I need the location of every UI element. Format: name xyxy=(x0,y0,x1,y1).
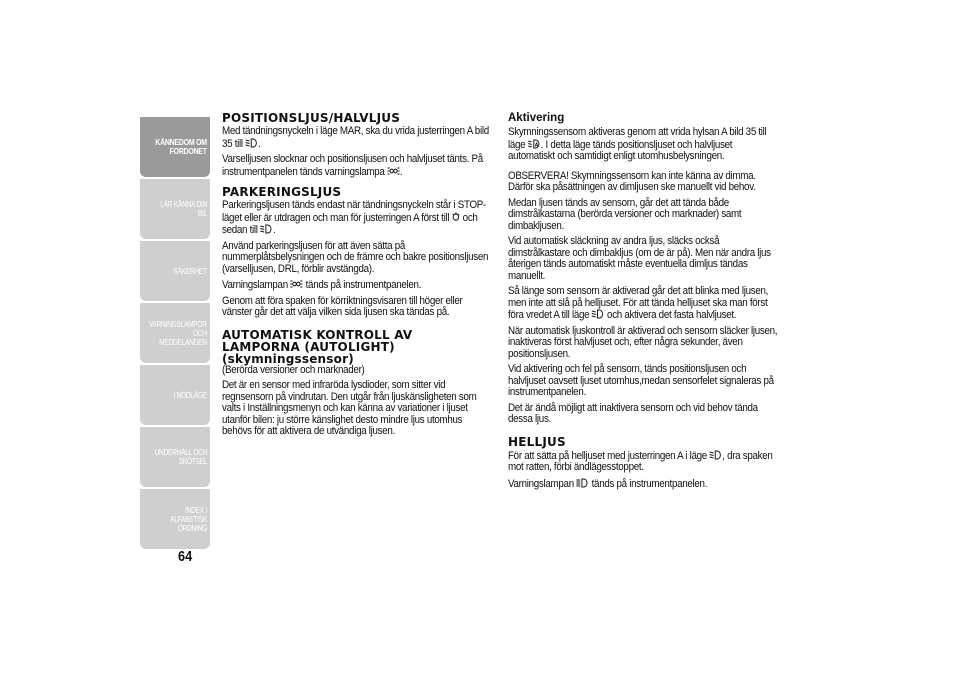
text: För att sätta på helljuset med justerringen A i läge xyxy=(508,449,707,462)
paragraph: Det är ändå möjligt att inaktivera sensorn och vid behov tända dessa ljus. xyxy=(508,401,758,425)
paragraph: Vid aktivering och fel på sensorn, tänds positionsljusen och halvljuset oavsett ljuset utomhus,medan sensorfelet signaleras på instrumentpanelen. xyxy=(508,363,774,398)
chapter-sidebar xyxy=(140,117,210,548)
text: tänds på instrumentpanelen. xyxy=(591,477,708,490)
text: . xyxy=(272,224,276,236)
text: Varningslampan xyxy=(508,477,574,490)
heading-positionsljus: POSITIONSLJUS/HALVLJUS xyxy=(222,111,401,125)
tab-index[interactable] xyxy=(140,489,210,549)
heading-automatisk-kontroll-line2: LAMPORNA (AUTOLIGHT) xyxy=(222,339,395,354)
text: och sedan till xyxy=(222,211,478,236)
text: . xyxy=(258,137,261,150)
tab-label: KÄNNEDOM OM FORDONET xyxy=(155,137,207,156)
text: Skymningssensorn aktiveras genom att vrida hylsan A bild 35 till läge xyxy=(508,126,767,151)
tab-kannedom-om-fordonet[interactable] xyxy=(140,117,210,177)
paragraph: Vid automatisk släckning av andra ljus, släcks också dimstrålkastare och dimbakljus (om de är på). Men när andra ljus återigen tänds automatiskt måste eventuella dimljus tändas manuellt. xyxy=(508,235,771,282)
paragraph xyxy=(222,279,493,292)
tab-lar-kanna-din-bil[interactable] xyxy=(140,179,210,239)
paragraph xyxy=(508,127,779,163)
text: Så länge som sensorn är aktiverad går det att blinka med ljusen, men inte att slå på helljuset. För att tända helljuset ska man först föra vredet A till läge xyxy=(508,285,769,321)
heading-parkeringsljus: PARKERINGSLJUS xyxy=(222,185,342,199)
position-light-warning-icon xyxy=(290,279,303,289)
right-column xyxy=(508,112,780,490)
text: tänds på instrumentpanelen. xyxy=(305,279,422,291)
text: Parkeringsljusen tänds endast när tändningsnyckeln står i STOP-läget eller är utdragen och man för justerringen A först till xyxy=(222,199,487,224)
text: och aktivera det fasta halvljuset. xyxy=(607,309,737,321)
paragraph: Genom att föra spaken för körriktningsvisaren till höger eller vänster går det att välja vilken sida ljusen ska tändas på. xyxy=(222,294,463,318)
paragraph xyxy=(222,154,493,178)
low-beam-icon xyxy=(709,450,722,460)
high-beam-icon xyxy=(576,478,589,488)
tab-label: SÄKERHET xyxy=(173,266,207,276)
tab-label: LÄR KÄNNA DIN BIL xyxy=(160,200,207,218)
text: Med tändningsnyckeln i läge MAR, ska du vrida justerringen A bild 35 till xyxy=(222,125,489,150)
paragraph: OBSERVERA! Skymningssensorn kan inte känna av dimma. Därför ska påsättningen av dimljusen ske manuellt vid behov. xyxy=(508,169,756,193)
tab-underhall-och-skotsel[interactable] xyxy=(140,427,210,487)
paragraph: Det är en sensor med infraröda lysdioder, som sitter vid regnsensorn på vindrutan. Den utgår från ljuskänsligheten som valts i Inställningsmenyn och kan känna av variationer i ljuset utanför bilen: ju större känslighet desto mindre ljus utomhus behövs för att aktivera de utvändiga ljusen. xyxy=(222,379,477,437)
paragraph: Medan ljusen tänds av sensorn, går det att tända både dimstrålkastarna (berörda versioner och marknader) samt dimbakljusen. xyxy=(508,196,742,232)
paragraph: Använd parkeringsljusen för att även sätta på nummerplåtsbelysningen och de främre och bakre positionsljusen (varselljusen, DRL, förblir avstängda). xyxy=(222,239,489,275)
low-beam-icon xyxy=(245,137,261,150)
paragraph xyxy=(508,450,779,474)
tab-varningslampor[interactable] xyxy=(140,303,210,363)
auto-light-icon xyxy=(528,139,541,149)
low-beam-icon xyxy=(260,224,276,236)
text: , dra spaken mot ratten, förbi ändlägesstoppet. xyxy=(508,449,773,473)
paragraph xyxy=(508,478,779,491)
heading-skymningssensor: (skymningssensor) xyxy=(222,351,354,366)
tab-label: INDEX I ALFABETISK ORDNING xyxy=(170,505,207,533)
subtitle: (Berörda versioner och marknader) xyxy=(222,363,365,376)
paragraph xyxy=(222,200,493,237)
heading-automatisk-kontroll: AUTOMATISK KONTROLL AV xyxy=(222,327,413,342)
tab-sakerhet[interactable] xyxy=(140,241,210,301)
left-column xyxy=(222,112,494,438)
paragraph xyxy=(222,126,493,150)
text: Varselljusen slocknar och positionsljusen och halvljuset tänts. På instrumentpanelen tänds varningslampa xyxy=(222,153,483,178)
tab-label: I NÖDLÄGE xyxy=(173,390,207,400)
tab-i-nodlage[interactable] xyxy=(140,365,210,425)
paragraph: När automatisk ljuskontroll är aktiverad och sensorn släcker ljusen, inaktiveras först halvljuset och, efter några sekunder, även positionsljusen. xyxy=(508,324,778,360)
text: . xyxy=(399,165,403,178)
position-light-warning-icon xyxy=(387,165,403,178)
tab-label: UNDERHÅLL OCH SKÖTSEL xyxy=(154,448,207,466)
tab-label: VARNINGSLAMPOR OCH MEDDELANDEN xyxy=(148,319,207,347)
heading-aktivering: Aktivering xyxy=(508,112,565,124)
page-number: 64 xyxy=(178,548,193,565)
paragraph xyxy=(508,286,779,322)
position-light-icon xyxy=(452,212,461,222)
text: Varningslampan xyxy=(222,279,288,291)
low-beam-icon xyxy=(592,309,605,319)
text: . I detta läge tänds positionsljuset och halvljuset automatiskt och samtidigt enligt utomhusbelysningen. xyxy=(508,138,733,162)
heading-helljus: HELLJUS xyxy=(508,434,566,449)
